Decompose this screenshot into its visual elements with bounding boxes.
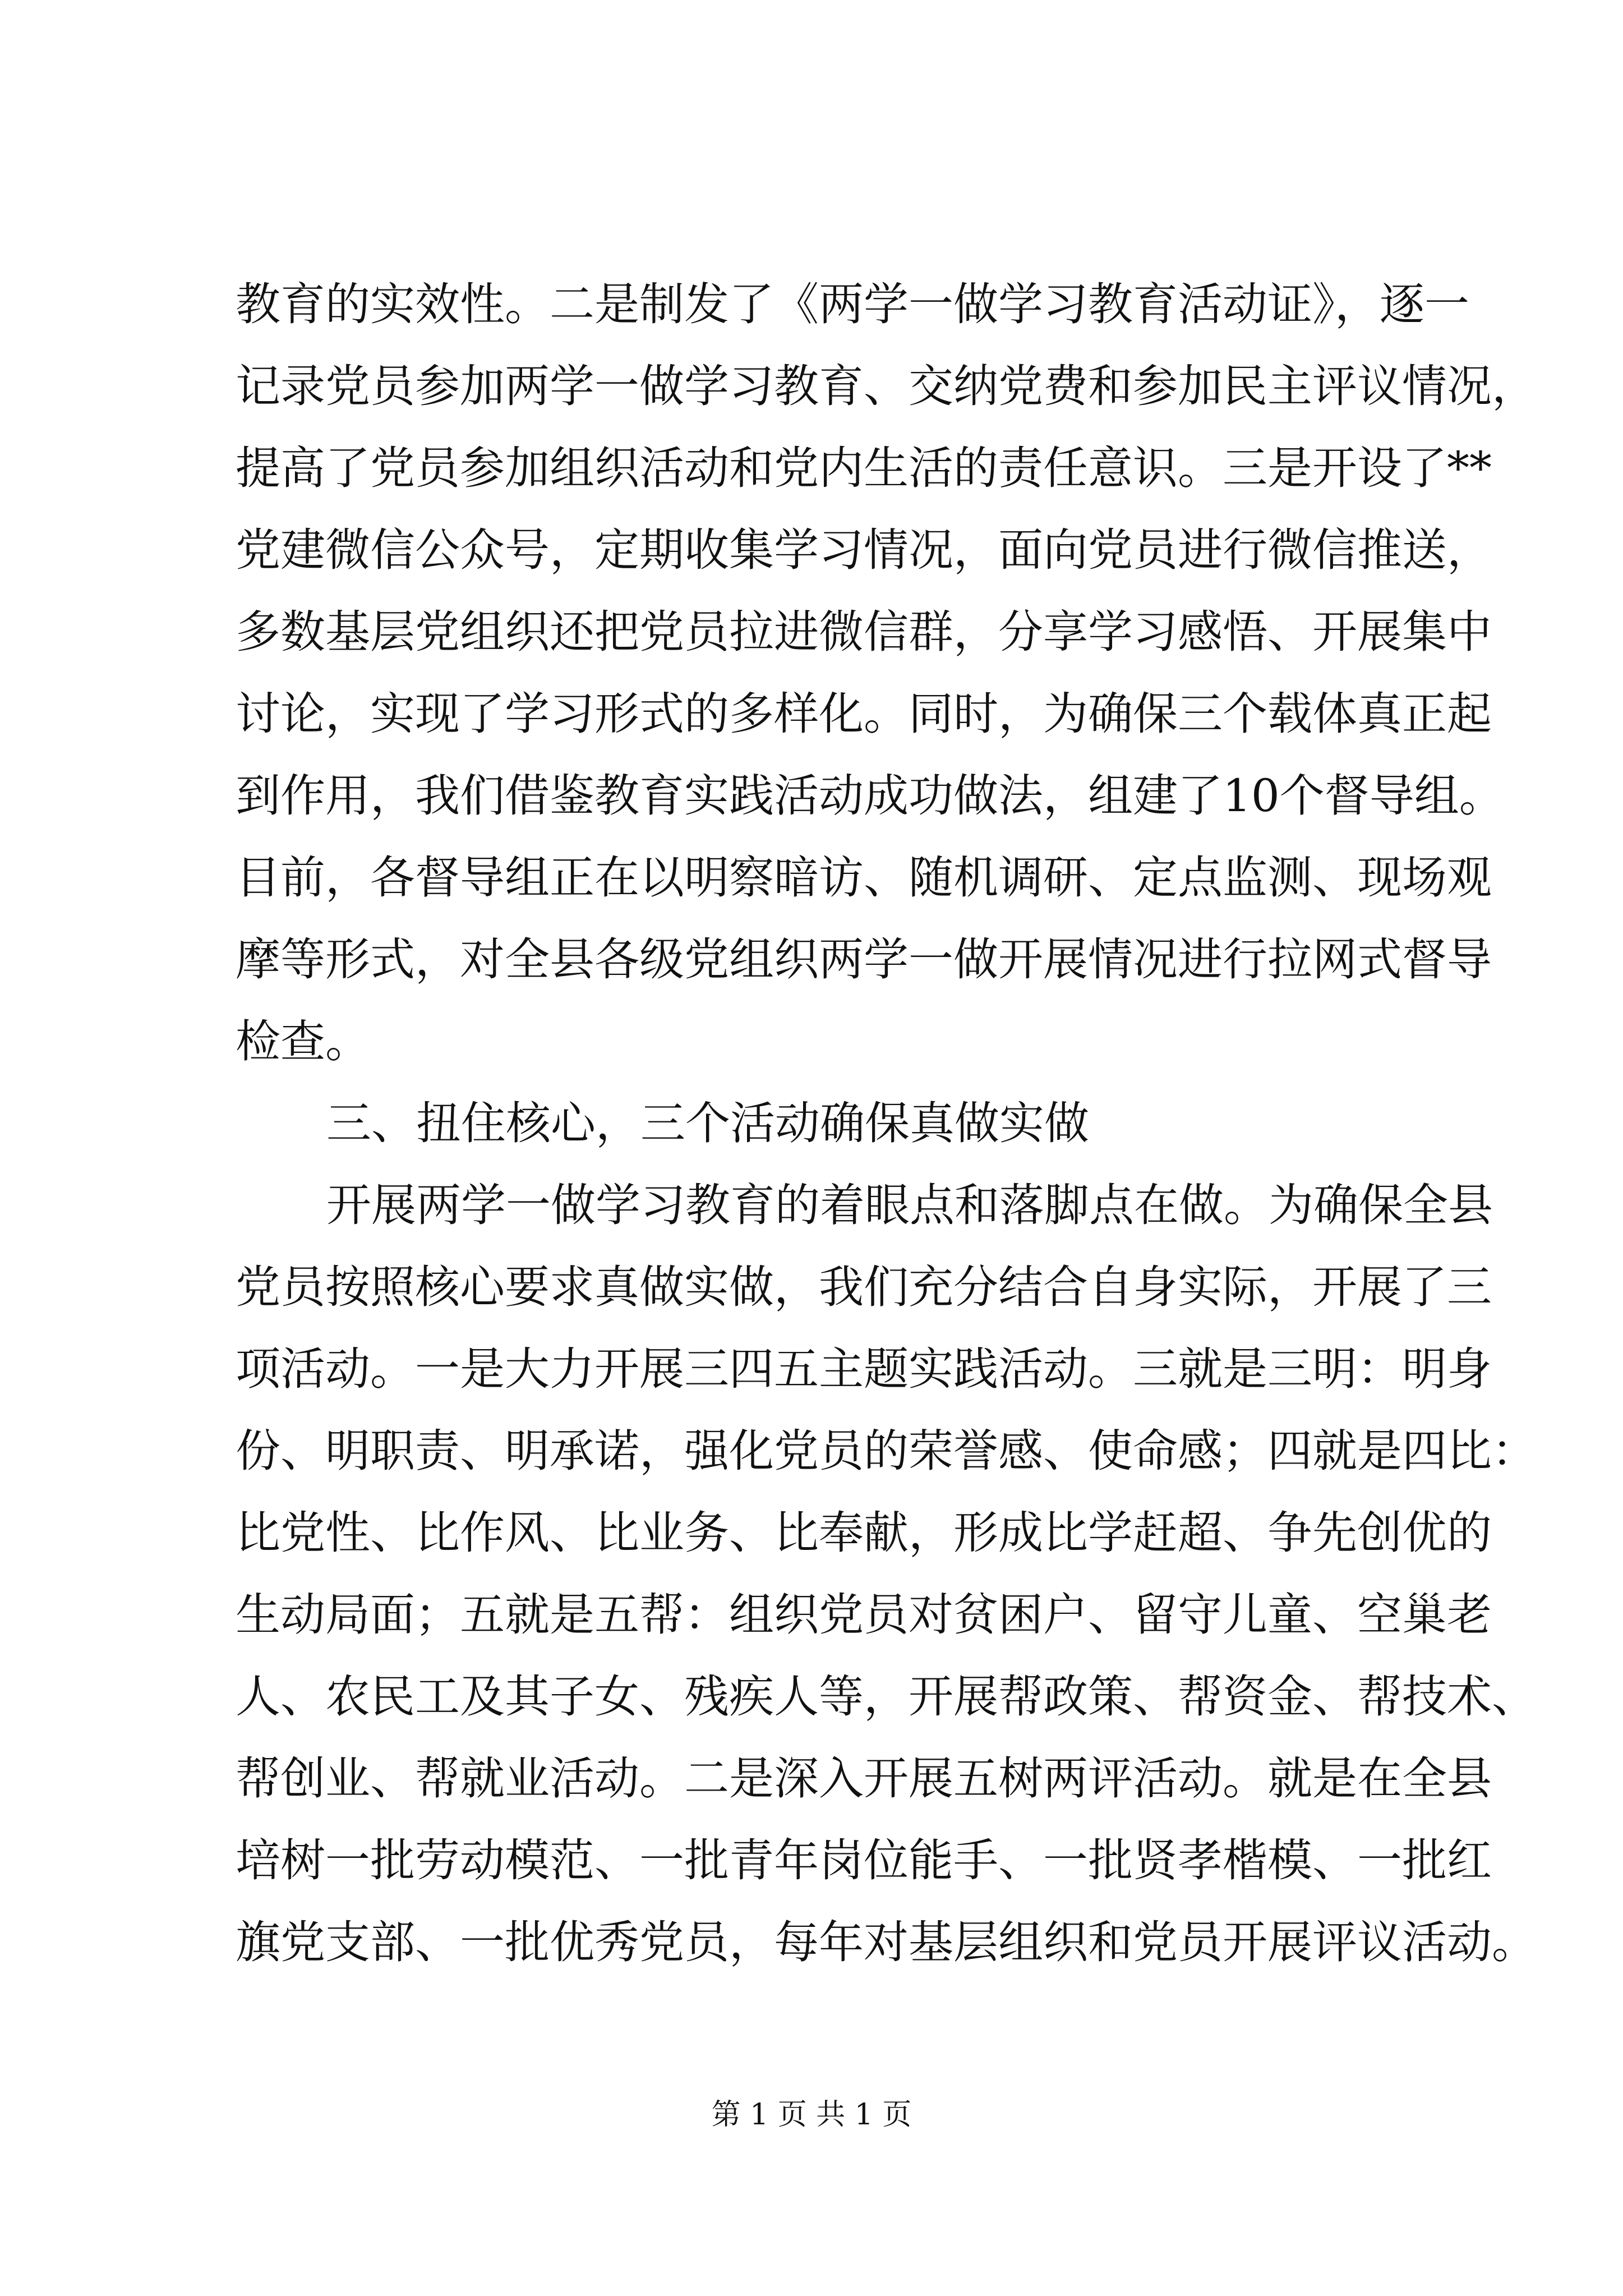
text-line-13: 党员按照核心要求真做实做，我们充分结合自身实际，开展了三	[236, 1261, 1492, 1313]
text-line-9: 摩等形式，对全县各级党组织两学一做开展情况进行拉网式督导	[236, 933, 1492, 986]
section-heading: 三、扭住核心，三个活动确保真做实做	[326, 1097, 1089, 1149]
text-line-3: 提高了党员参加组织活动和党内生活的责任意识。三是开设了**	[236, 442, 1492, 494]
text-line-19: 帮创业、帮就业活动。二是深入开展五树两评活动。就是在全县	[236, 1752, 1492, 1805]
text-line-17: 生动局面；五就是五帮：组织党员对贫困户、留守儿童、空巢老	[236, 1589, 1492, 1641]
page-footer: 第 1 页 共 1 页	[711, 2098, 912, 2132]
text-line-12: 开展两学一做学习教育的着眼点和落脚点在做。为确保全县	[326, 1179, 1493, 1231]
text-line-2: 记录党员参加两学一做学习教育、交纳党费和参加民主评议情况，	[236, 360, 1537, 412]
text-line-7: 到作用，我们借鉴教育实践活动成功做法，组建了10个督导组。	[236, 770, 1504, 822]
body-text	[236, 264, 1537, 1984]
text-line-15: 份、明职责、明承诺，强化党员的荣誉感、使命感；四就是四比：	[236, 1425, 1537, 1477]
text-line-10: 检查。	[236, 1015, 370, 1068]
text-line-1: 教育的实效性。二是制发了《两学一做学习教育活动证》，逐一	[236, 278, 1469, 330]
text-line-20: 培树一批劳动模范、一批青年岗位能手、一批贤孝楷模、一批红	[236, 1834, 1492, 1887]
text-line-18: 人、农民工及其子女、残疾人等，开展帮政策、帮资金、帮技术、	[236, 1671, 1537, 1723]
text-line-4: 党建微信公众号，定期收集学习情况，面向党员进行微信推送，	[236, 524, 1492, 576]
text-line-5: 多数基层党组织还把党员拉进微信群，分享学习感悟、开展集中	[236, 606, 1492, 658]
text-line-16: 比党性、比作风、比业务、比奉献，形成比学赶超、争先创优的	[236, 1507, 1492, 1559]
text-line-8: 目前，各督导组正在以明察暗访、随机调研、定点监测、现场观	[236, 852, 1492, 904]
text-line-21: 旗党支部、一批优秀党员，每年对基层组织和党员开展评议活动。	[236, 1916, 1537, 1968]
text-line-14: 项活动。一是大力开展三四五主题实践活动。三就是三明：明身	[236, 1343, 1492, 1395]
text-line-6: 讨论，实现了学习形式的多样化。同时，为确保三个载体真正起	[236, 688, 1492, 740]
